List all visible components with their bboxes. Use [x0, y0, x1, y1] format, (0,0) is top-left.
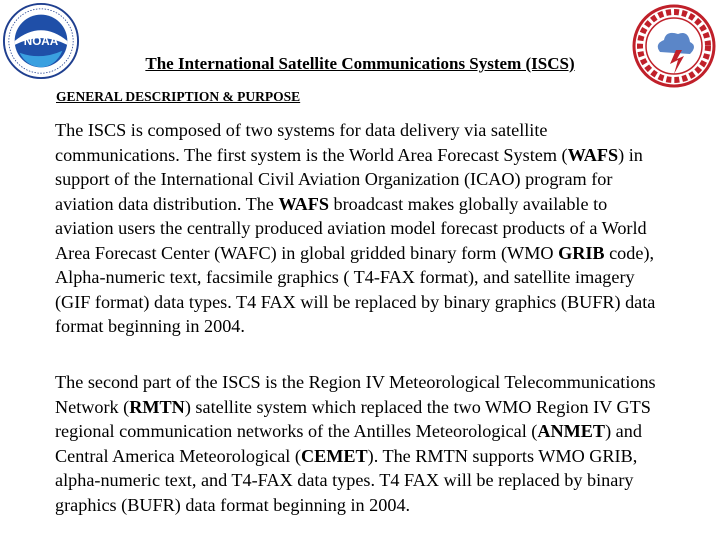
page-title: The International Satellite Communications System (ISCS): [145, 54, 575, 73]
p1-text-4: code), Alpha-numeric text, facsimile graphics ( T4-FAX format), and satellite imagery (GIF format) data types. T4 FAX will be replaced by binary graphics (BUFR) data format beginning in 2004.: [55, 242, 656, 336]
section-subtitle: GENERAL DESCRIPTION & PURPOSE: [56, 89, 301, 104]
national-weather-service-logo-icon: [632, 4, 716, 88]
p2-text-2: ) satellite system which replaced the two WMO Region IV GTS regional communication networks of the Antilles Meteorological (: [55, 396, 651, 441]
p1-text-2: ) in support of the International Civil Aviation Organization (ICAO) program for aviation data distribution. The: [55, 144, 643, 214]
p1-text-3: broadcast makes globally available to aviation users the centrally produced aviation model forecast products of a World Area Forecast Center (WAFC) in global gridded binary form (WMO: [55, 193, 647, 263]
paragraph-wafs: [55, 118, 665, 339]
p1-bold-1: WAFS: [567, 144, 619, 165]
noaa-logo-text: NOAA: [23, 34, 59, 48]
p1-bold-3: GRIB: [558, 242, 605, 263]
paragraph-rmtn: [55, 370, 665, 517]
p2-text-3: ) and Central America Meteorological (: [55, 421, 642, 466]
p2-text-1: The second part of the ISCS is the Region IV Meteorological Telecommunications Network (: [55, 372, 656, 417]
p2-text-4: ). The RMTN supports WMO GRIB, alpha-numeric text, and T4-FAX data types. T4 FAX will be replaced by binary graphics (BUFR) data format beginning in 2004.: [55, 445, 638, 515]
p2-bold-2: ANMET: [537, 421, 606, 441]
p1-text-1: The ISCS is composed of two systems for data delivery via satellite communications. The first system is the World Area Forecast System (: [55, 120, 568, 165]
p1-bold-2: WAFS: [278, 193, 329, 214]
p2-bold-3: CEMET: [300, 445, 368, 466]
p2-bold-1: RMTN: [129, 396, 185, 417]
